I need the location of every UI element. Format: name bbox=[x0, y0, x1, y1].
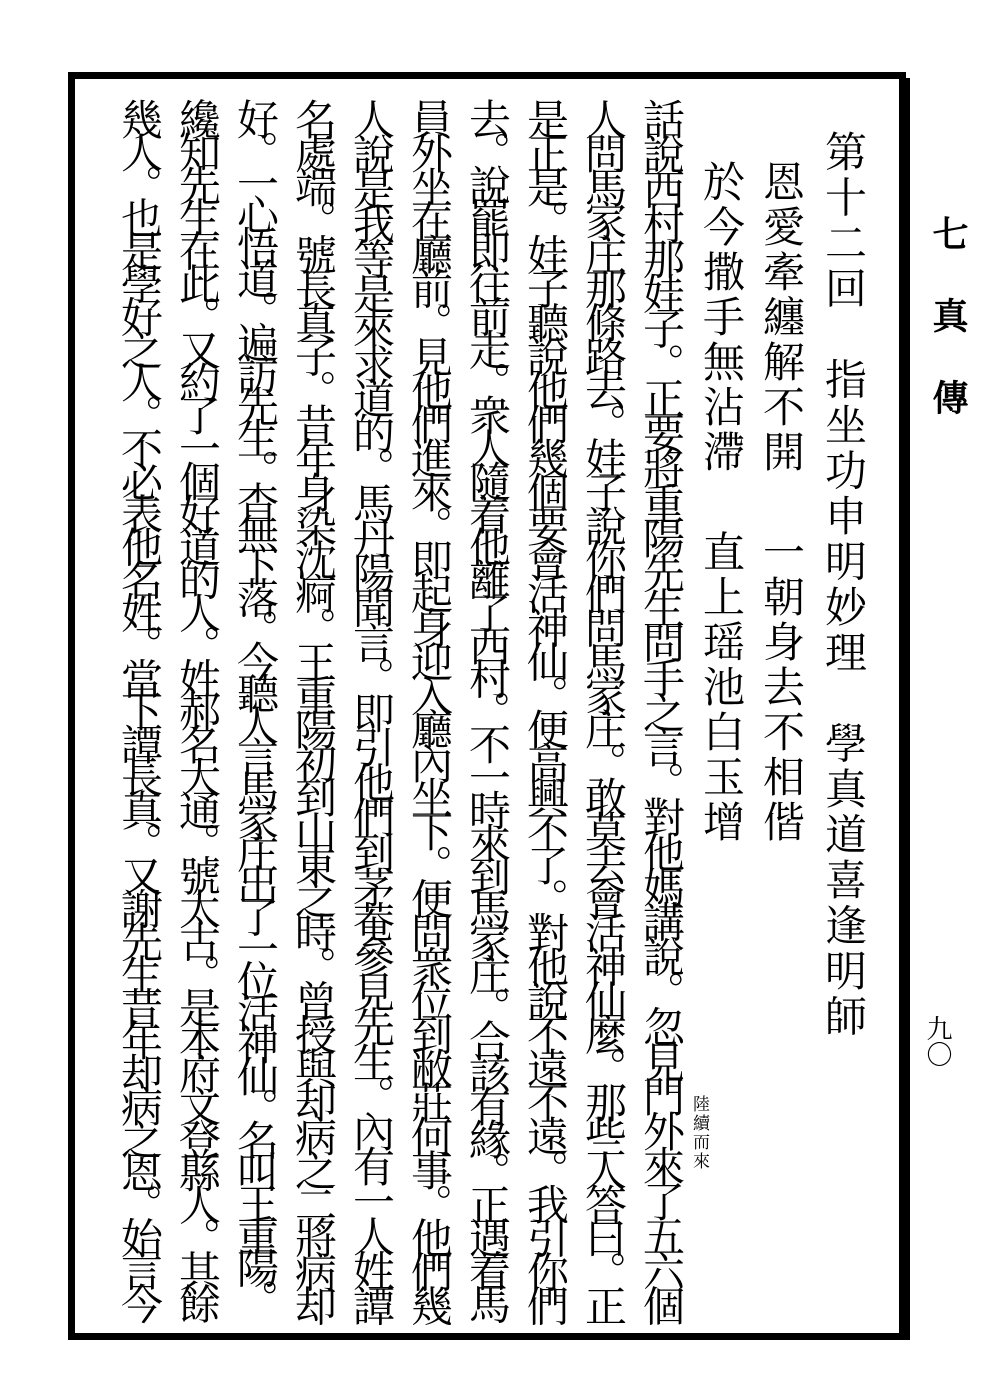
page-number: 九〇 bbox=[922, 1015, 952, 1067]
body-column-5: 員外坐在廳前。見他們進來。即起身迎入廳內坐下。便問衆位到敝莊何事。他們幾 bbox=[405, 98, 454, 1319]
poem-line-1-bottom: 一朝身去不相偕 bbox=[757, 530, 806, 845]
body-column-7: 名處端。號長真子。昔年身染沈痾。王重陽初到山東之時。曾授與却病之二將病却 bbox=[289, 98, 338, 1319]
body-column-3: 是正是。娃子聽說他們幾個要會活神仙。便高興不了。對他說不遠不遠。我引你們 bbox=[521, 98, 570, 1319]
page-border-shadow bbox=[906, 78, 910, 1340]
poem-line-1-top: 恩愛牽纏解不開 bbox=[757, 160, 806, 475]
side-annotation: 陸續而來 bbox=[689, 1095, 709, 1171]
body-column-4: 去。說罷即往前走。衆人隨着他離了西村。不一時來到馬家庄。合該有緣。正遇着馬 bbox=[463, 98, 512, 1316]
poem-line-2-bottom: 直上瑶池白玉增 bbox=[697, 530, 746, 845]
book-title: 七 真 傳 bbox=[927, 215, 969, 417]
chapter-title: 第十二回 指坐功申明妙理 學真道喜逢明師 bbox=[819, 130, 868, 1040]
body-column-9: 纔知先生在此。又約了一個好道的人。姓郝名大通。號太古。是本府文登縣人。其餘 bbox=[173, 98, 222, 1316]
body-column-6: 人說是我等是來求道的。馬丹陽聞言。即引他們到茅菴參見先生。內有一人姓譚 bbox=[347, 98, 396, 1320]
body-column-8: 好。一心悟道。遍訪先生。杳無下落。今聽人言馬家庄出了一位活神仙。名叫王重陽。 bbox=[231, 98, 280, 1311]
body-column-2: 人問馬家庄那條路去。娃子說你們問馬家庄。敢莫去會活神仙麼。那些人答曰。正 bbox=[579, 98, 628, 1319]
body-column-1: 話說西村那娃子。正要將重陽先生問手之言。對他媽講說。忽見門外來了五六個 bbox=[637, 98, 686, 1320]
body-column-10: 幾人。也是學好之人。不必表他名姓。當下譚長真。又謝先生昔年却病之恩。始言今 bbox=[115, 98, 164, 1316]
poem-line-2-top: 於今撒手無沾滯 bbox=[697, 160, 746, 475]
